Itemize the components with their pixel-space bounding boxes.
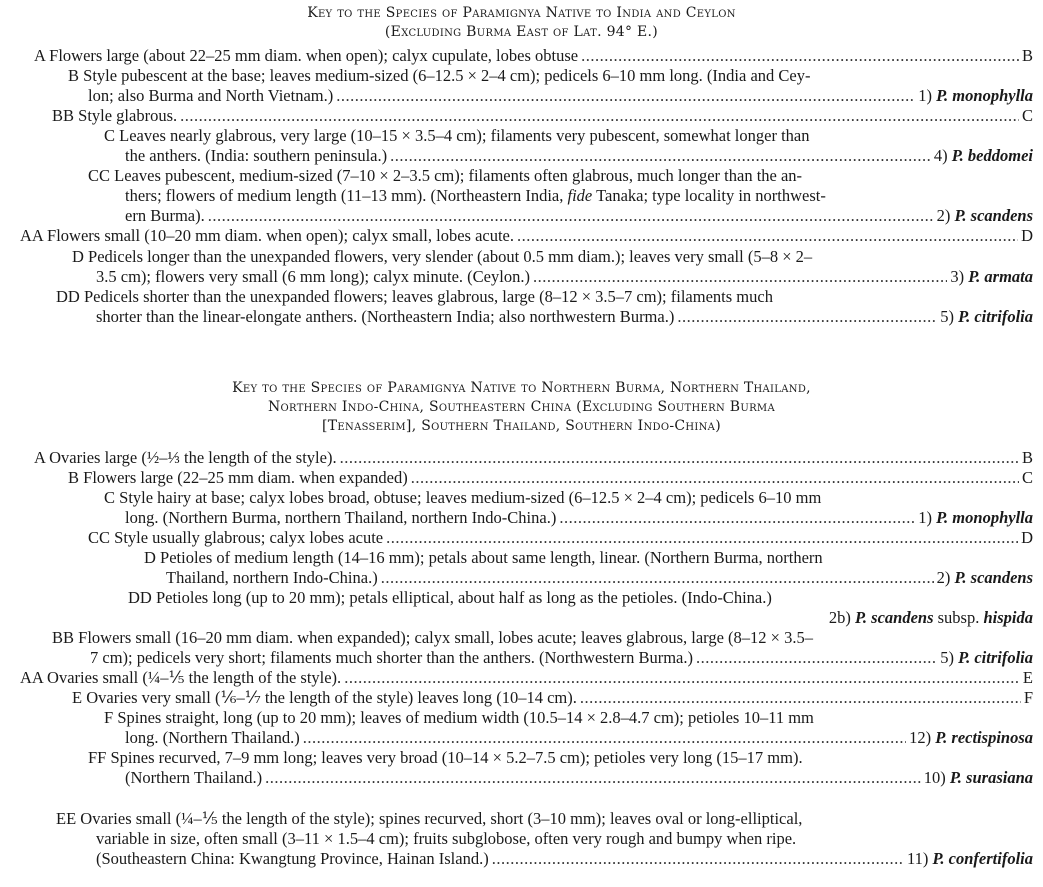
lead-text: ern Burma). (125, 206, 205, 225)
lead-text: Ovaries large (½–⅓ the length of the style). (49, 448, 337, 467)
leader-dots (580, 688, 1021, 707)
key1-title-line1: Key to the Species of Paramignya Native to India and Ceylon (307, 5, 736, 21)
species-result (909, 728, 1033, 747)
key2-lead-AA (20, 668, 341, 687)
subspecies-abbrev: subsp. (937, 608, 980, 627)
lead-target: D (1021, 226, 1033, 245)
species-result (937, 206, 1033, 225)
species-name: P. rectispinosa (935, 728, 1033, 747)
lead-text: 3.5 cm); flowers very small (6 mm long); calyx minute. (Ceylon.) (96, 267, 530, 286)
lead-target: B (1021, 448, 1033, 467)
lead-text-italic: fide (567, 186, 593, 205)
key1-lead-BB (52, 106, 177, 125)
species-name: P. armata (968, 267, 1033, 286)
key1-lead-DD-cont (96, 307, 674, 326)
species-name: P. scandens (954, 206, 1033, 225)
leader-dots (411, 468, 1019, 487)
species-name: P. citrifolia (958, 307, 1033, 326)
lead-label: CC (88, 528, 111, 547)
lead-text: Thailand, northern Indo-China.) (166, 568, 378, 587)
lead-label: BB (52, 106, 75, 125)
lead-target: E (1022, 668, 1033, 687)
species-number: 2) (936, 568, 951, 587)
key2-title-line3: [Tenasserim], Southern Thailand, Southern Indo-China) (322, 418, 721, 434)
lead-label: A (34, 448, 46, 467)
lead-target: C (1021, 106, 1033, 125)
lead-label: F (104, 708, 114, 727)
leader-dots (581, 46, 1019, 65)
key1-lead-D (72, 247, 812, 266)
key1-lead-C (104, 126, 809, 145)
leader-dots (492, 849, 904, 868)
lead-text: Spines recurved, 7–9 mm long; leaves very broad (10–14 × 5.2–7.5 cm); petioles very long (15–17 mm). (110, 748, 803, 767)
lead-text: Flowers small (10–20 mm diam. when open); calyx small, lobes acute. (47, 226, 514, 245)
species-name: P. confertifolia (932, 849, 1033, 868)
key1-lead-CC-cont2 (125, 206, 205, 225)
species-result (937, 568, 1033, 587)
lead-text: Tanaka; type locality in northwest- (596, 186, 826, 205)
leader-dots (303, 728, 906, 747)
leader-dots (390, 146, 931, 165)
lead-target: B (1021, 46, 1033, 65)
lead-text: (Northern Thailand.) (125, 768, 263, 787)
leader-dots (265, 768, 921, 787)
lead-text: Flowers large (22–25 mm diam. when expanded) (83, 468, 408, 487)
leader-dots (696, 648, 937, 667)
lead-target: D (1021, 528, 1033, 547)
key2-lead-B (68, 468, 408, 487)
lead-text: shorter than the linear-elongate anthers. (Northeastern India; also northwestern Burma.) (96, 307, 675, 326)
lead-text: Petioles of medium length (14–16 mm); petals about same length, linear. (Northern Burma, northern (160, 548, 823, 567)
key1-lead-D-cont (96, 267, 530, 286)
lead-text: Leaves pubescent, medium-sized (7–10 × 2–3.5 cm); filaments often glabrous, much longer than the an- (114, 166, 803, 185)
key2-lead-BB-cont (90, 648, 693, 667)
lead-text: Style hairy at base; calyx lobes broad, obtuse; leaves medium-sized (6–12.5 × 2–4 cm); pedicels 6–10 mm (119, 488, 822, 507)
species-number: 4) (933, 146, 948, 165)
lead-text: Style glabrous. (78, 106, 178, 125)
key2-lead-E (72, 688, 577, 707)
leader-dots (677, 307, 937, 326)
lead-label: FF (88, 748, 107, 767)
lead-text: Pedicels longer than the unexpanded flowers, very slender (about 0.5 mm diam.); leaves very small (5–8 × 2– (88, 247, 813, 266)
leader-dots (208, 206, 934, 225)
species-name: P. monophylla (936, 86, 1033, 105)
key2-lead-FF-cont (125, 768, 262, 787)
species-name: P. surasiana (949, 768, 1033, 787)
lead-target: F (1023, 688, 1033, 707)
species-number: 11) (906, 849, 929, 868)
lead-label: D (144, 548, 156, 567)
lead-label: E (72, 688, 83, 707)
species-name: P. beddomei (951, 146, 1033, 165)
leader-dots (386, 528, 1018, 547)
lead-label: AA (20, 668, 43, 687)
lead-target: C (1021, 468, 1033, 487)
species-number: 5) (940, 648, 954, 667)
key2-lead-EE-cont2 (96, 849, 489, 868)
lead-text: Style pubescent at the base; leaves medium-sized (6–12.5 × 2–4 cm); pedicels 6–10 mm long. (India and Cey- (83, 66, 811, 85)
lead-label: B (68, 468, 80, 487)
key2-lead-DD (128, 588, 772, 607)
lead-text: long. (Northern Thailand.) (125, 728, 300, 747)
species-number: 5) (940, 307, 954, 326)
species-result (934, 146, 1033, 165)
lead-text: Ovaries small (¼–⅕ the length of the style). (47, 668, 342, 687)
lead-text: Ovaries very small (⅙–⅐ the length of the style) leaves long (10–14 cm). (86, 688, 577, 707)
key2-lead-A (34, 448, 337, 467)
lead-label: C (104, 488, 116, 507)
species-number: 3) (950, 267, 965, 286)
lead-label: DD (128, 588, 152, 607)
lead-text: Style usually glabrous; calyx lobes acute (114, 528, 384, 547)
species-number: 2b) (828, 608, 851, 627)
species-name: P. scandens (954, 568, 1033, 587)
key2-lead-F (104, 708, 814, 727)
lead-text: lon; also Burma and North Vietnam.) (88, 86, 334, 105)
leader-dots (336, 86, 915, 105)
species-number: 10) (923, 768, 946, 787)
species-result (918, 508, 1033, 527)
species-result (940, 307, 1033, 326)
key1-title-line2: (Excluding Burma East of Lat. 94° E.) (384, 24, 659, 40)
leader-dots (517, 226, 1018, 245)
key2-lead-D (144, 548, 823, 567)
key1-lead-CC-cont (125, 186, 826, 205)
lead-text: Pedicels shorter than the unexpanded flowers; leaves glabrous, large (8–12 × 3.5–7 cm); filaments much (83, 287, 773, 306)
lead-text: the anthers. (India: southern peninsula.) (125, 146, 388, 165)
species-result (950, 267, 1033, 286)
key1-lead-AA (20, 226, 514, 245)
species-name: P. citrifolia (958, 648, 1033, 667)
species-number: 1) (918, 86, 932, 105)
lead-text: Ovaries small (¼–⅕ the length of the style); spines recurved, short (3–10 mm); leaves oval or long-elliptical, (80, 809, 803, 828)
leader-dots (559, 508, 915, 527)
key2-lead-EE-cont (96, 829, 796, 848)
leader-dots (180, 106, 1019, 125)
key2-lead-D-cont (166, 568, 378, 587)
key2-lead-C (104, 488, 821, 507)
key1-lead-CC (88, 166, 802, 185)
lead-text: Petioles long (up to 20 mm); petals elliptical, about half as long as the petioles. (Indo-China.) (155, 588, 772, 607)
key2-lead-CC (88, 528, 383, 547)
key2-lead-C-cont (125, 508, 556, 527)
key1-lead-B-cont (88, 86, 333, 105)
lead-text: (Southeastern China: Kwangtung Province, Hainan Island.) (96, 849, 489, 868)
lead-label: C (104, 126, 116, 145)
leader-dots (344, 668, 1020, 687)
lead-label: AA (20, 226, 43, 245)
lead-label: A (34, 46, 46, 65)
lead-text: Spines straight, long (up to 20 mm); leaves of medium width (10.5–14 × 2.8–4.7 cm); petioles 10–11 mm (117, 708, 814, 727)
key2-lead-FF (88, 748, 803, 767)
key2-title-line2: Northern Indo-China, Southeastern China (Excluding Southern Burma (268, 399, 775, 415)
lead-label: CC (88, 166, 111, 185)
key2-title-line1: Key to the Species of Paramignya Native to Northern Burma, Northern Thailand, (232, 380, 811, 396)
lead-text: Flowers small (16–20 mm diam. when expanded); calyx small, lobes acute; leaves glabrous, large (8–12 × 3.5– (78, 628, 813, 647)
lead-label: D (72, 247, 84, 266)
lead-text: long. (Northern Burma, northern Thailand, northern Indo-China.) (125, 508, 557, 527)
key1-lead-C-cont (125, 146, 387, 165)
key1-lead-A (34, 46, 578, 65)
key2-lead-BB (52, 628, 813, 647)
lead-text: 7 cm); pedicels very short; filaments much shorter than the anthers. (Northwestern Burma.) (90, 648, 693, 667)
leader-dots (381, 568, 934, 587)
species-result (829, 608, 1033, 627)
lead-text: Leaves nearly glabrous, very large (10–15 × 3.5–4 cm); filaments very pubescent, somewhat longer than (119, 126, 810, 145)
lead-label: DD (56, 287, 80, 306)
key1-lead-DD (56, 287, 773, 306)
lead-text: thers; flowers of medium length (11–13 mm). (Northeastern India, (125, 186, 564, 205)
lead-label: EE (56, 809, 77, 828)
lead-text: variable in size, often small (3–11 × 1.5–4 cm); fruits subglobose, often very rough and bumpy when ripe. (96, 829, 797, 848)
subspecies-epithet: hispida (983, 608, 1033, 627)
species-result (918, 86, 1033, 105)
leader-dots (533, 267, 947, 286)
lead-label: B (68, 66, 80, 85)
species-result (907, 849, 1033, 868)
species-number: 12) (909, 728, 932, 747)
species-name: P. monophylla (936, 508, 1033, 527)
key2-lead-F-cont (125, 728, 300, 747)
leader-dots (340, 448, 1019, 467)
species-number: 2) (936, 206, 951, 225)
lead-text: Flowers large (about 22–25 mm diam. when open); calyx cupulate, lobes obtuse (49, 46, 579, 65)
key1-lead-B (68, 66, 810, 85)
species-result (924, 768, 1033, 787)
key2-lead-EE (56, 809, 802, 828)
species-number: 1) (918, 508, 932, 527)
species-name: P. scandens (854, 608, 934, 627)
lead-label: BB (52, 628, 75, 647)
species-result (940, 648, 1033, 667)
